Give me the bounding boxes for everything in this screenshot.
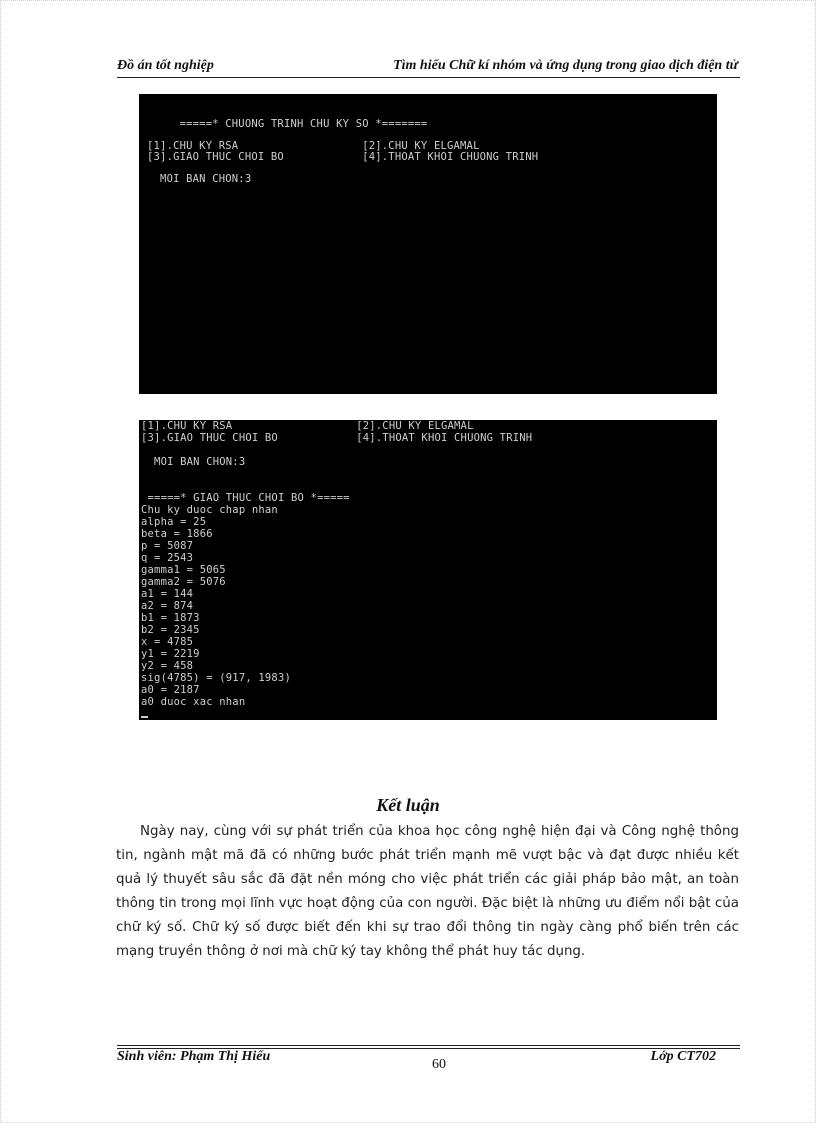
console-line: sig(4785) = (917, 1983) bbox=[141, 672, 291, 684]
console-line: y1 = 2219 bbox=[141, 648, 200, 660]
console-screenshot-result bbox=[139, 420, 717, 720]
console-line: Chu ky duoc chap nhan bbox=[141, 504, 278, 516]
console-line: a0 = 2187 bbox=[141, 684, 200, 696]
console-line: q = 2543 bbox=[141, 552, 194, 564]
console-cursor bbox=[141, 716, 148, 718]
console-line: a2 = 874 bbox=[141, 600, 194, 612]
header-right-title: Tìm hiểu Chữ kí nhóm và ứng dụng trong giao dịch điện tử bbox=[393, 58, 738, 73]
header-left-title: Đồ án tốt nghiệp bbox=[117, 58, 214, 73]
footer-rule bbox=[117, 1045, 740, 1046]
console-line: a1 = 144 bbox=[141, 588, 194, 600]
console-line: b2 = 2345 bbox=[141, 624, 200, 636]
page-footer bbox=[117, 1049, 740, 1077]
console-line: MOI BAN CHON:3 bbox=[141, 456, 246, 468]
console-screenshot-menu bbox=[139, 94, 717, 394]
console-line: gamma1 = 5065 bbox=[141, 564, 226, 576]
console-line: [1].CHU KY RSA [2].CHU KY ELGAMAL bbox=[141, 420, 474, 432]
conclusion-paragraph: Ngày nay, cùng với sự phát triển của khoa học công nghệ hiện đại và Công nghệ thông tin, ngành mật mã đã có những bước phát triển mạnh mẽ vượt bậc và đạt được nhiều kết quả lý thuyết sâu sắc đã đặt nền móng cho việc phát triển các giải pháp bảo mật, an toàn thông tin trong mọi lĩnh vực hoạt động của con người. Đặc biệt là những ưu điểm nổi bật của chữ ký số. Chữ ký số được biết đến khi sự trao đổi thông tin ngày càng phổ biến trên các mạng truyền thông ở nơi mà chữ ký tay không thể phát huy tác dụng. bbox=[116, 824, 739, 959]
console-line: b1 = 1873 bbox=[141, 612, 200, 624]
console-line: [3].GIAO THUC CHOI BO [4].THOAT KHOI CHUONG TRINH bbox=[141, 432, 533, 444]
console-line: y2 = 458 bbox=[141, 660, 194, 672]
console-line: alpha = 25 bbox=[141, 516, 207, 528]
page-header bbox=[117, 58, 740, 78]
header-rule bbox=[117, 77, 740, 78]
console-line: a0 duoc xac nhan bbox=[141, 696, 246, 708]
console-line: MOI BAN CHON:3 bbox=[147, 173, 252, 185]
console-line: =====* GIAO THUC CHOI BO *===== bbox=[141, 492, 350, 504]
footer-class: Lớp CT702 bbox=[650, 1049, 716, 1064]
footer-student: Sinh viên: Phạm Thị Hiểu bbox=[117, 1049, 271, 1064]
console-line: [3].GIAO THUC CHOI BO [4].THOAT KHOI CHUONG TRINH bbox=[147, 151, 539, 163]
console-line: x = 4785 bbox=[141, 636, 194, 648]
console-line: beta = 1866 bbox=[141, 528, 213, 540]
console-line: [1].CHU KY RSA [2].CHU KY ELGAMAL bbox=[147, 140, 480, 152]
console-line: p = 5087 bbox=[141, 540, 194, 552]
console-line: =====* CHUONG TRINH CHU KY SO *======= bbox=[147, 118, 428, 130]
console-line: gamma2 = 5076 bbox=[141, 576, 226, 588]
page-number: 60 bbox=[432, 1057, 446, 1072]
section-title: Kết luận bbox=[376, 795, 440, 815]
